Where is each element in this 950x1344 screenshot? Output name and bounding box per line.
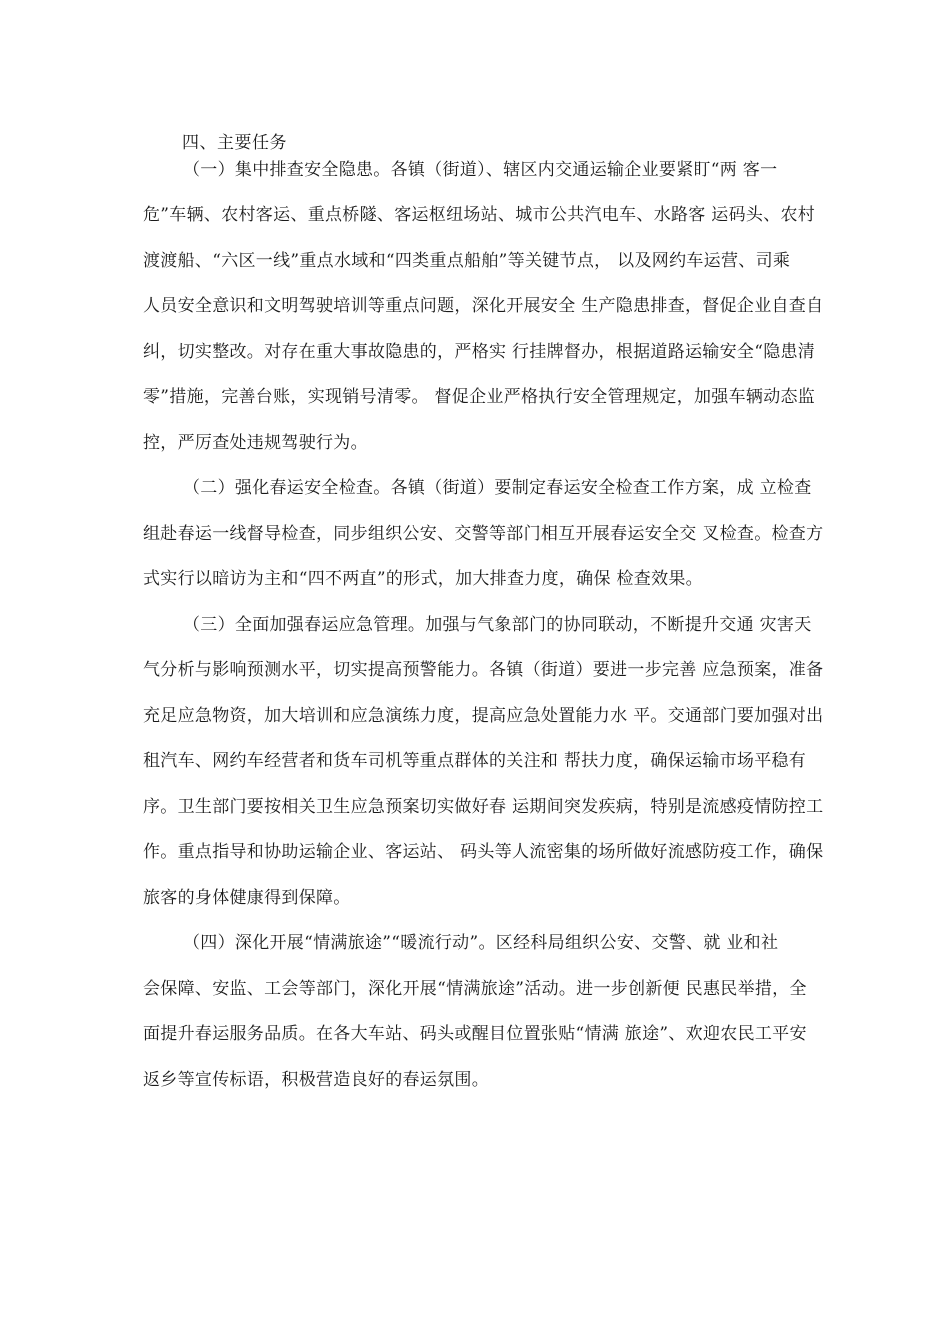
paragraph-3-line-7: 旅客的身体健康得到保障。 xyxy=(143,888,351,908)
paragraph-2-line-2: 组赴春运一线督导检查，同步组织公安、交警等部门相互开展春运安全交 叉检查。检查方 xyxy=(143,524,824,544)
paragraph-1-line-2: 危”车辆、农村客运、重点桥隧、客运枢纽场站、城市公共汽电车、水路客 运码头、农村 xyxy=(143,205,816,225)
paragraph-1-line-6: 零”措施，完善台账，实现销号清零。 督促企业严格执行安全管理规定，加强车辆动态监 xyxy=(143,387,816,407)
paragraph-2-line-3: 式实行以暗访为主和“四不两直”的形式，加大排查力度，确保 检查效果。 xyxy=(143,569,703,589)
section-heading: 四、主要任务 xyxy=(182,133,287,153)
paragraph-3-line-2: 气分析与影响预测水平，切实提高预警能力。各镇（街道）要进一步完善 应急预案，准备 xyxy=(143,660,824,680)
paragraph-3-line-1: （三）全面加强春运应急管理。加强与气象部门的协同联动，不断提升交通 灾害天 xyxy=(183,615,812,635)
paragraph-4-line-3: 面提升春运服务品质。在各大车站、码头或醒目位置张贴“情满 旅途”、欢迎农民工平安 xyxy=(143,1024,807,1044)
paragraph-1-line-4: 人员安全意识和文明驾驶培训等重点问题，深化开展安全 生产隐患排查，督促企业自查自 xyxy=(143,296,824,316)
paragraph-2-line-1: （二）强化春运安全检查。各镇（街道）要制定春运安全检查工作方案，成 立检查 xyxy=(183,478,812,498)
paragraph-1-line-3: 渡渡船、“六区一线”重点水域和“四类重点船舶”等关键节点， 以及网约车运营、司乘 xyxy=(143,251,791,271)
paragraph-3-line-3: 充足应急物资，加大培训和应急演练力度，提高应急处置能力水 平。交通部门要加强对出 xyxy=(143,706,824,726)
paragraph-4-line-2: 会保障、安监、工会等部门，深化开展“情满旅途”活动。进一步创新便 民惠民举措，全 xyxy=(143,979,807,999)
paragraph-1-line-5: 纠，切实整改。对存在重大事故隐患的，严格实 行挂牌督办，根据道路运输安全“隐患清 xyxy=(143,342,816,362)
paragraph-4-line-1: （四）深化开展“情满旅途”“暖流行动”。区经科局组织公安、交警、就 业和社 xyxy=(183,933,779,953)
paragraph-3-line-6: 作。重点指导和协助运输企业、客运站、 码头等人流密集的场所做好流感防疫工作，确保 xyxy=(143,842,824,862)
paragraph-1-line-1: （一）集中排查安全隐患。各镇（街道）、辖区内交通运输企业要紧盯“两 客一 xyxy=(183,160,778,180)
paragraph-3-line-4: 租汽车、网约车经营者和货车司机等重点群体的关注和 帮扶力度，确保运输市场平稳有 xyxy=(143,751,807,771)
paragraph-3-line-5: 序。卫生部门要按相关卫生应急预案切实做好春 运期间突发疾病，特别是流感疫情防控工 xyxy=(143,797,824,817)
paragraph-1-line-7: 控，严厉查处违规驾驶行为。 xyxy=(143,433,368,453)
paragraph-4-line-4: 返乡等宣传标语，积极营造良好的春运氛围。 xyxy=(143,1070,489,1090)
